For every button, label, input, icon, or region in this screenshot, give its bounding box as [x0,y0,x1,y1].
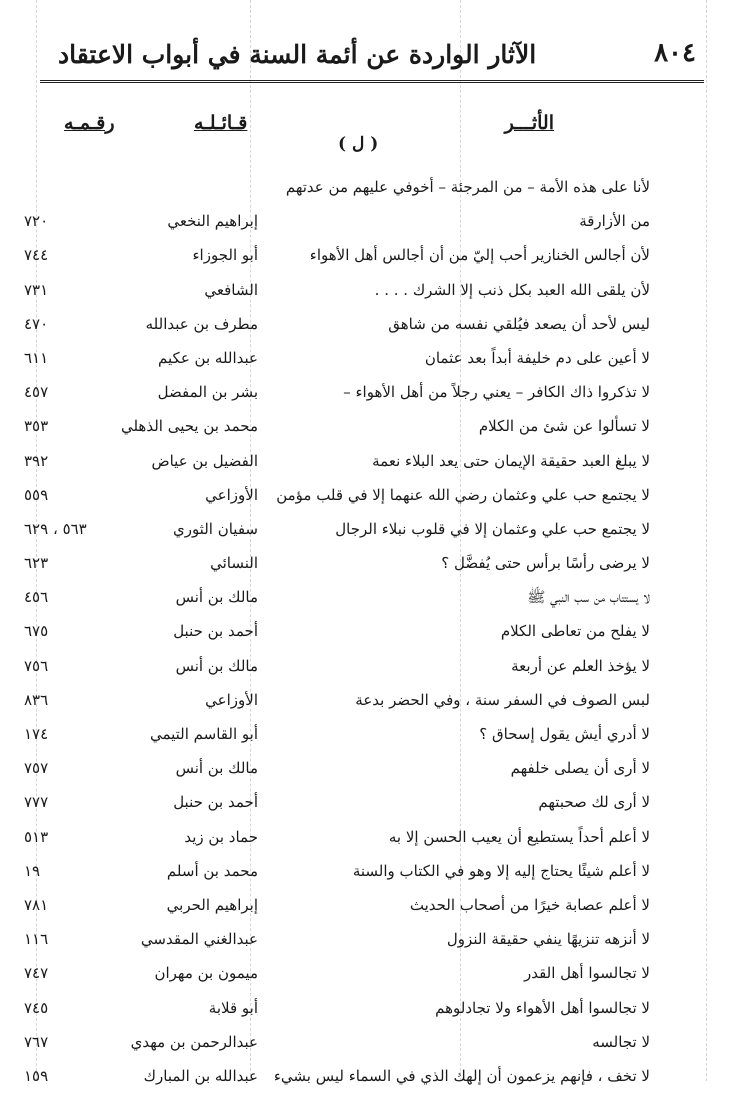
table-row [0,447,744,481]
sayer-name: الأوزاعي [205,690,258,709]
reference-number: ٣٩٢ [24,451,49,470]
sayer-name: إبراهيم النخعي [167,212,258,231]
table-row [0,857,744,891]
table-row [0,823,744,857]
athar-text: لا أرى لك صحبتهم [538,793,650,812]
reference-number: ٧٤٧ [24,964,49,983]
sayer-name: ميمون بن مهران [154,964,258,983]
sayer-name: أبو القاسم التيمي [149,725,258,743]
athar-text: لا يرضى رأسًا برأس حتى يُفضَّل ؟ [441,554,650,573]
sayer-name: أحمد بن حنبل [173,622,258,641]
column-header-sayer: قـائـلـه [194,112,248,134]
sayer-name: مالك بن أنس [175,759,258,778]
athar-text: لا تسألوا عن شئ من الكلام [478,417,650,436]
reference-number: ٥٦٣ ، ٦٢٩ [24,519,87,538]
athar-text: لا أرى أن يصلى خلفهم [510,759,650,778]
reference-number: ١٧٤ [24,725,49,743]
header-rule [40,80,704,83]
table-row [0,617,744,651]
table-row [0,720,744,754]
athar-text: لا تجالسه [592,1032,650,1051]
sayer-name: عبدالله بن عكيم [158,348,258,367]
reference-number: ٧٧٧ [24,793,49,812]
table-row [0,583,744,617]
page-header [0,36,744,80]
reference-number: ٤٧٠ [24,314,49,333]
athar-text: لا يبلغ العبد حقيقة الإيمان حتى يعد البلاء نعمة [372,451,650,470]
table-row [0,959,744,993]
athar-text: لا يجتمع حب علي وعثمان إلا في قلوب نبلاء الرجال [335,519,650,538]
reference-number: ٧٣١ [24,280,49,299]
athar-text: لا يفلح من تعاطى الكلام [500,622,650,641]
table-row [0,241,744,275]
sayer-name: الشافعي [204,280,258,299]
reference-number: ٥١٣ [24,827,49,846]
table-row [0,173,744,207]
sayer-name: مطرف بن عبدالله [145,314,258,333]
sayer-name: إبراهيم الحربي [166,895,258,914]
reference-number: ٧٥٦ [24,656,49,675]
athar-text: لا تجالسوا أهل القدر [523,964,650,983]
table-row [0,276,744,310]
athar-text: لا أعلم عصابة خيرًا من أصحاب الحديث [409,895,650,914]
sayer-name: محمد بن أسلم [166,861,258,880]
table-row [0,1028,744,1062]
athar-text: لأن يلقى الله العبد بكل ذنب إلا الشرك . . . . [374,280,650,299]
sayer-name: الفضيل بن عياض [151,451,258,470]
athar-text: من الأزارقة [579,212,650,231]
athar-text: لا يجتمع حب علي وعثمان رضي الله عنهما إلا في قلب مؤمن [276,485,650,504]
table-row [0,378,744,412]
reference-number: ٧٨١ [24,895,49,914]
page-number: ٨٠٤ [654,38,696,68]
table-row [0,1062,744,1096]
athar-text: ليس لأحد أن يصعد فيُلقي نفسه من شاهق [388,314,650,333]
reference-number: ٧٦٧ [24,1032,49,1051]
section-letter: ( ل ) [338,134,379,154]
reference-number: ٦٢٣ [24,554,49,573]
table-row [0,412,744,446]
table-row [0,788,744,822]
table-row [0,481,744,515]
reference-number: ٨٣٦ [24,690,49,709]
athar-text: لا أنزهه تنزيهًا ينفي حقيقة النزول [446,930,650,949]
athar-text: لا تذكروا ذاك الكافر – يعني رجلاً من أهل الأهواء – [343,383,650,402]
table-row [0,686,744,720]
sayer-name: حماد بن زيد [184,827,258,846]
athar-text: لا أعلم شيئًا يحتاج إليه إلا وهو في الكتاب والسنة [352,861,650,880]
sayer-name: عبدالرحمن بن مهدي [130,1032,258,1051]
athar-text: لأنا على هذه الأمة – من المرجئة – أخوفي عليهم من عدتهم [285,178,650,196]
table-row [0,754,744,788]
reference-number: ٦١١ [24,348,49,367]
sayer-name: النسائي [210,554,258,573]
sayer-name: أحمد بن حنبل [173,793,258,812]
sayer-name: سفيان الثوري [172,519,258,538]
reference-number: ٤٥٦ [24,588,49,607]
athar-text: لا أدري أيش يقول إسحاق ؟ [479,725,650,743]
table-row [0,515,744,549]
table-row [0,549,744,583]
athar-text: لا تجالسوا أهل الأهواء ولا تجادلوهم [435,998,650,1017]
reference-number: ٧٤٥ [24,998,49,1017]
reference-number: ١٥٩ [24,1066,49,1085]
column-header-text: الأثـــر [504,112,554,134]
athar-text: لا أعين على دم خليفة أبداً بعد عثمان [424,348,650,367]
athar-text: لا أعلم أحداً يستطيع أن يعيب الحسن إلا به [388,827,650,846]
column-header-ref: رقـمـه [64,112,115,134]
table-row [0,925,744,959]
reference-number: ٧٥٧ [24,759,49,778]
table-row [0,207,744,241]
sayer-name: عبدالغني المقدسي [140,930,258,949]
table-row [0,310,744,344]
athar-text: لبس الصوف في السفر سنة ، وفي الحضر بدعة [355,690,650,709]
sayer-name: الأوزاعي [205,485,258,504]
reference-number: ١٩ [24,861,41,880]
sayer-name: أبو الجوزاء [192,246,258,265]
reference-number: ٥٥٩ [24,485,49,504]
table-row [0,344,744,378]
reference-number: ٤٥٧ [24,383,49,402]
reference-number: ٧٢٠ [24,212,49,231]
table-row [0,652,744,686]
book-title: الآثار الواردة عن أئمة السنة في أبواب الاعتقاد [58,40,537,69]
table-row [0,891,744,925]
sayer-name: بشر بن المفضل [157,383,258,402]
reference-number: ١١٦ [24,930,49,949]
athar-text: لا يستتاب من سب النبي ﷺ [527,588,650,607]
sayer-name: محمد بن يحيى الذهلي [120,417,258,436]
reference-number: ٧٤٤ [24,246,49,265]
sayer-name: عبدالله بن المبارك [143,1066,258,1085]
reference-number: ٣٥٣ [24,417,49,436]
index-table [0,173,744,1096]
sayer-name: أبو قلابة [208,998,258,1017]
sayer-name: مالك بن أنس [175,588,258,607]
table-row [0,994,744,1028]
athar-text: لا تخف ، فإنهم يزعمون أن إلهك الذي في السماء ليس بشيء [273,1066,650,1085]
reference-number: ٦٧٥ [24,622,49,641]
athar-text: لأن أجالس الخنازير أحب إليّ من أن أجالس أهل الأهواء [309,246,650,265]
athar-text: لا يؤخذ العلم عن أربعة [511,656,650,675]
sayer-name: مالك بن أنس [175,656,258,675]
